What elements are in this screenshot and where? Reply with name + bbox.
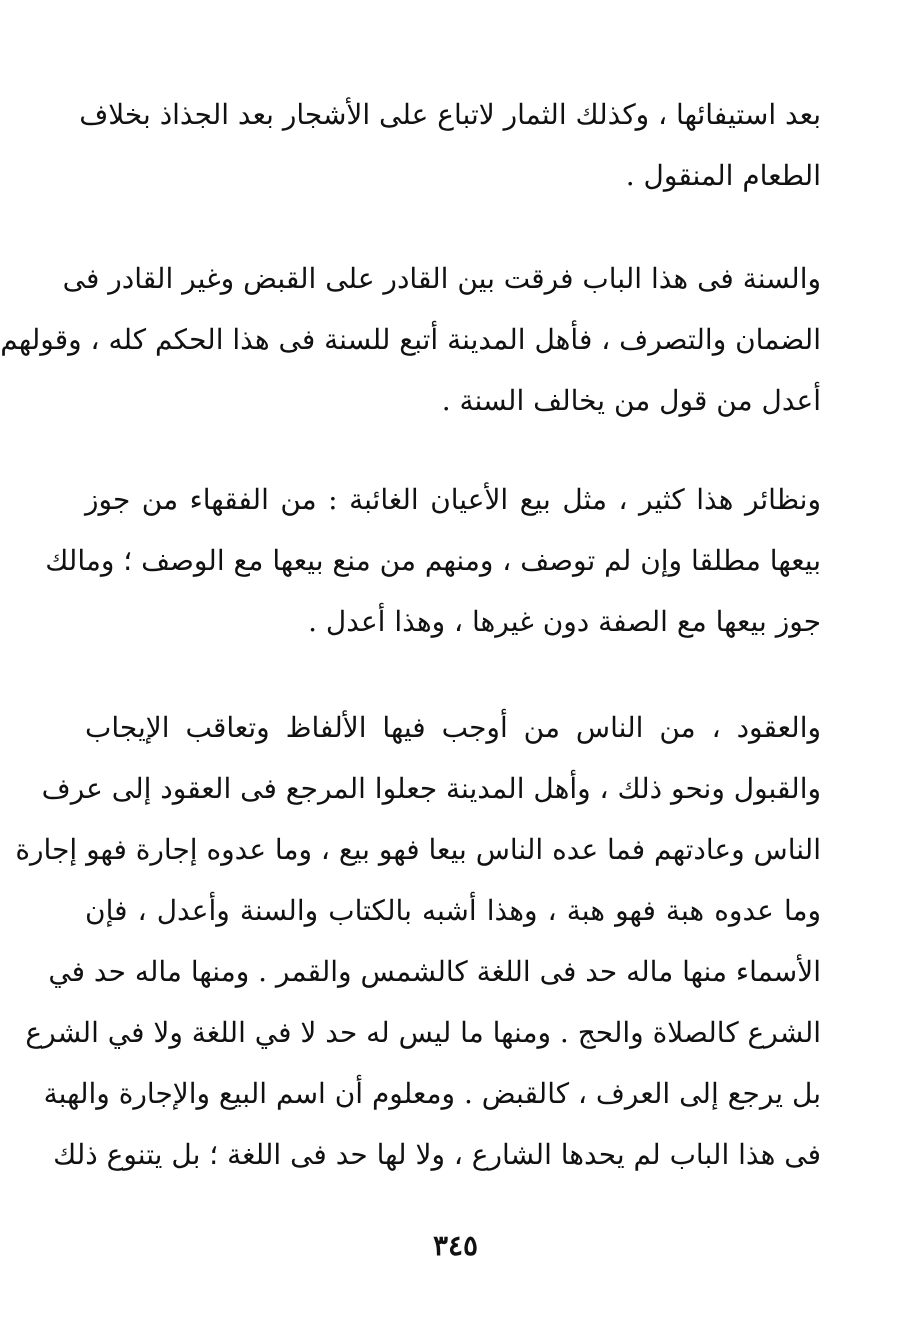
paragraph-3 bbox=[45, 469, 821, 652]
text-line: أعدل من قول من يخالف السنة . bbox=[441, 384, 821, 417]
paragraph-gap bbox=[85, 206, 821, 248]
text-line: الناس وعادتهم فما عده الناس بيعا فهو بيع ، وما عدوه إجارة فهو إجارة bbox=[15, 833, 821, 866]
text-line: والعقود ، من الناس من أوجب فيها الألفاظ وتعاقب الإيجاب bbox=[85, 711, 822, 744]
text-line: بعد استيفائها ، وكذلك الثمار لاتباع على الأشجار بعد الجذاذ بخلاف bbox=[79, 98, 821, 131]
paragraph-1 bbox=[79, 84, 821, 206]
text-line: الطعام المنقول . bbox=[625, 159, 821, 192]
paragraph-gap bbox=[85, 431, 821, 469]
text-line: وما عدوه هبة فهو هبة ، وهذا أشبه بالكتاب والسنة وأعدل ، فإن bbox=[85, 894, 821, 927]
text-line: ونظائر هذا كثير ، مثل بيع الأعيان الغائبة : من الفقهاء من جوز bbox=[85, 483, 821, 516]
text-line: الأسماء منها ماله حد فى اللغة كالشمس والقمر . ومنها ماله حد في bbox=[48, 955, 821, 988]
text-line: والقبول ونحو ذلك ، وأهل المدينة جعلوا المرجع فى العقود إلى عرف bbox=[41, 772, 821, 805]
page-text bbox=[0, 84, 822, 1185]
text-line: الضمان والتصرف ، فأهل المدينة أتبع للسنة فى هذا الحكم كله ، وقولهم bbox=[0, 323, 821, 356]
page-number: ٣٤٥ bbox=[432, 1229, 479, 1262]
text-line: والسنة فى هذا الباب فرقت بين القادر على القبض وغير القادر فى bbox=[62, 262, 821, 295]
paragraph-gap bbox=[85, 652, 821, 697]
paragraph-4 bbox=[15, 697, 822, 1185]
text-line: بيعها مطلقا وإن لم توصف ، ومنهم من منع بيعها مع الوصف ؛ ومالك bbox=[45, 544, 821, 577]
paragraph-2 bbox=[0, 248, 821, 431]
text-line: جوز بيعها مع الصفة دون غيرها ، وهذا أعدل . bbox=[308, 605, 821, 638]
text-line: بل يرجع إلى العرف ، كالقبض . ومعلوم أن اسم البيع والإجارة والهبة bbox=[43, 1077, 821, 1110]
text-line: الشرع كالصلاة والحج . ومنها ما ليس له حد لا في اللغة ولا في الشرع bbox=[25, 1016, 821, 1049]
text-line: فى هذا الباب لم يحدها الشارع ، ولا لها حد فى اللغة ؛ بل يتنوع ذلك bbox=[53, 1138, 821, 1171]
